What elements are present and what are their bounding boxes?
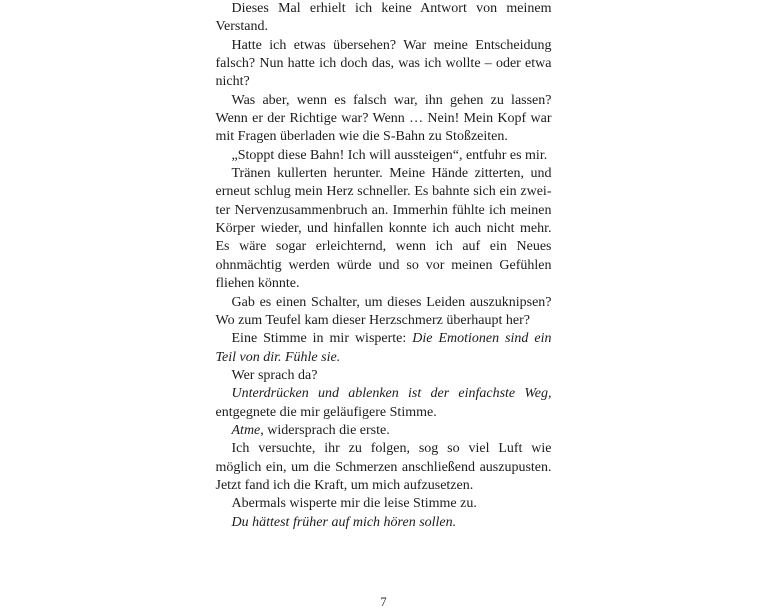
paragraph xyxy=(216,294,552,331)
paragraph xyxy=(216,367,552,385)
page-number: 7 xyxy=(380,595,387,609)
paragraph xyxy=(216,385,552,422)
text-segment: Eine Stimme in mir wisperte: xyxy=(231,331,413,347)
text-segment: Dieses Mal erhielt ich keine Antwort von meinem Verstand. xyxy=(215,1,552,35)
paragraph xyxy=(216,165,552,293)
text-segment: Was aber, wenn es falsch war, ihn gehen zu lassen? Wenn er der Richtige war? Wenn … Nein! Mein Kopf war mit Fragen überladen wie die S-Bahn zu Stoßzeiten. xyxy=(215,92,552,145)
text-segment: , widersprach die erste. xyxy=(260,422,390,438)
paragraph xyxy=(216,440,552,495)
paragraph xyxy=(216,330,552,367)
paragraph xyxy=(216,0,552,37)
text-segment: Hatte ich etwas übersehen? War meine Entscheidung falsch? Nun hatte ich doch das, was ich wollte – oder etwa nicht? xyxy=(215,37,552,90)
italic-text-segment: Unterdrücken und ablenken ist der einfachste Weg xyxy=(231,386,548,402)
italic-text-segment: Du hättest früher auf mich hören sollen. xyxy=(231,514,457,530)
text-segment: Abermals wisperte mir die leise Stimme zu. xyxy=(231,496,477,512)
paragraph xyxy=(216,422,552,440)
paragraph xyxy=(216,147,552,165)
paragraph xyxy=(216,92,552,147)
text-segment: „Stoppt diese Bahn! Ich will aussteigen“, entfuhr es mir. xyxy=(231,147,548,163)
paragraph xyxy=(216,37,552,92)
text-segment: Ich versuchte, ihr zu folgen, sog so viel Luft wie möglich ein, um die Schmerzen anschließend auszupusten. Jetzt fand ich die Kraft, um mich aufzusetzen. xyxy=(215,441,552,493)
text-segment: , entgegnete die mir geläufigere Stimme. xyxy=(215,386,552,420)
text-segment: Gab es einen Schalter, um dieses Leiden auszuknipsen? Wo zum Teufel kam dieser Herzschmerz überhaupt her? xyxy=(215,294,552,328)
text-segment: Wer sprach da? xyxy=(231,367,318,383)
paragraph xyxy=(216,514,552,532)
text-block xyxy=(216,0,552,532)
text-segment: Tränen kullerten herunter. Meine Hände zitterten, und erneut schlug mein Herz schneller. Es bahnte sich ein zweiter Nervenzusammenbruch an. Immerhin fühlte ich meinen Körper wieder, und hinfallen konnte ich auch nicht mehr. Es wäre sogar erleichternd, wenn ich auf ein Neues ohnmächtig werden würde und so vor meinen Gefühlen fliehen könnte. xyxy=(215,166,552,292)
italic-text-segment: Atme xyxy=(231,422,261,438)
italic-text-segment: Die Emotionen sind ein Teil von dir. Fühle sie. xyxy=(215,331,552,365)
paragraph xyxy=(216,495,552,513)
